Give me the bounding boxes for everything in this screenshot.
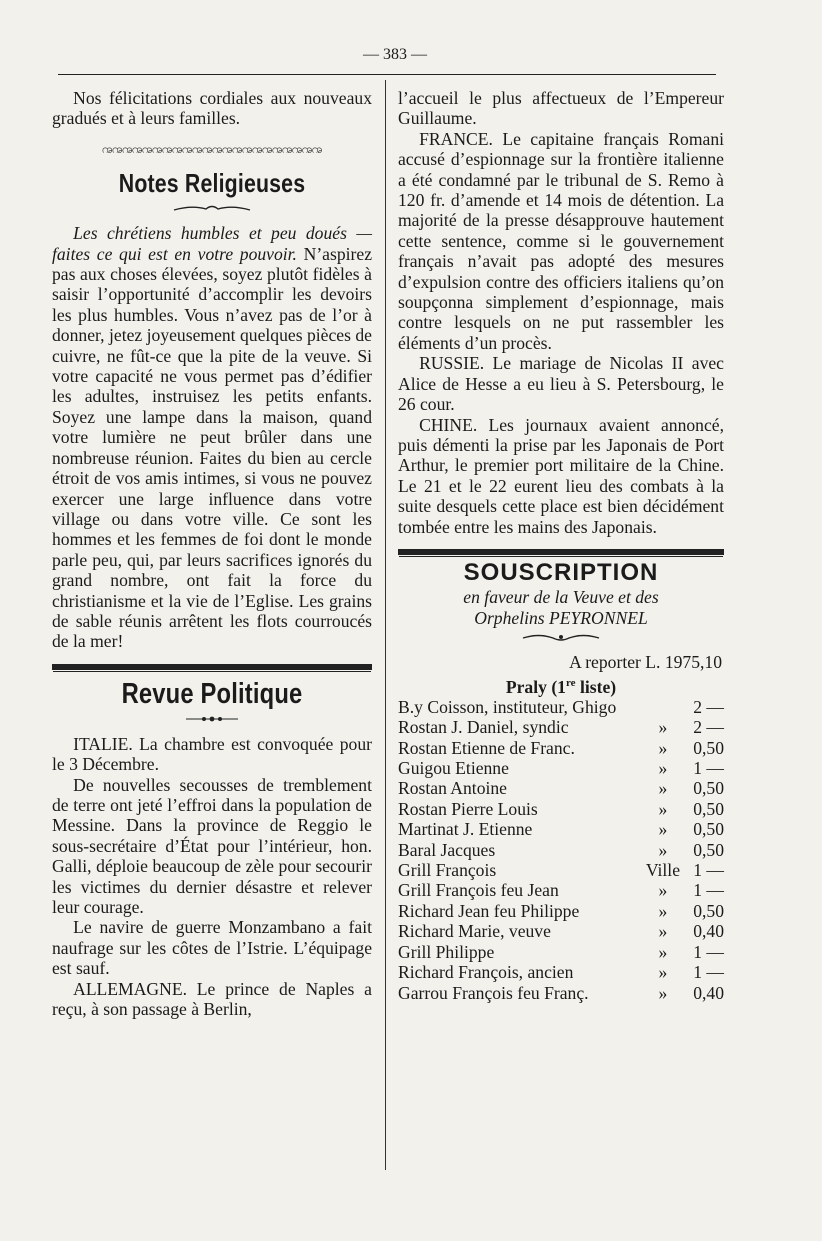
entry-mark: » — [658, 921, 668, 942]
entry-mark: » — [658, 778, 668, 799]
swash-ornament — [172, 203, 252, 213]
allemagne-paragraph-start: ALLEMAGNE. Le prince de Naples a reçu, à son passage à Berlin, — [52, 978, 372, 1020]
praly-name: Praly — [505, 676, 547, 697]
entry-amount: 1 — — [693, 860, 724, 881]
list-item — [398, 860, 724, 880]
entry-name: Rostan Pierre Louis — [398, 798, 538, 819]
list-item — [398, 778, 724, 798]
entry-amount: 1 — — [693, 758, 724, 779]
notes-paragraph — [52, 223, 372, 652]
entry-amount: 0,50 — [693, 819, 724, 840]
list-item — [398, 921, 724, 941]
entry-amount: 0,40 — [693, 921, 724, 942]
entry-name: Baral Jacques — [398, 839, 496, 860]
praly-open: (1 — [551, 676, 566, 697]
list-item — [398, 901, 724, 921]
entry-mark: » — [658, 839, 668, 860]
souscription-subtitle-1: en faveur de la Veuve et des — [463, 587, 659, 608]
entry-name: Martinat J. Etienne — [398, 819, 533, 840]
list-item — [398, 819, 724, 839]
list-item — [398, 697, 724, 717]
entry-mark — [646, 697, 680, 717]
header-rule — [58, 74, 716, 75]
entry-mark: » — [658, 717, 668, 738]
allemagne-paragraph-end: l’accueil le plus affectueux de l’Empereur Guillaume. — [398, 88, 724, 129]
list-item — [398, 962, 724, 982]
entry-name: Grill François feu Jean — [398, 880, 559, 901]
column-divider — [385, 80, 386, 1170]
reporter-line: A reporter L. 1975,10 — [569, 652, 722, 673]
praly-heading — [398, 673, 724, 697]
entry-mark: » — [658, 819, 668, 840]
notes-italic: Les chrétiens humbles et peu doués — faites ce qui est en votre pouvoir. — [52, 223, 372, 264]
list-item — [398, 799, 724, 819]
list-item — [398, 738, 724, 758]
entry-amount: 1 — — [693, 941, 724, 962]
list-item — [398, 880, 724, 900]
chine-paragraph: CHINE. Les journaux avaient annoncé, puis démenti la prise par les Japonais de Port Arthur, le premier port militaire de la Chine. Le 21 et le 22 eurent lieu des combats à la suite desquels cette place est bien décidément tombée entre les mains des Japonais. — [398, 414, 724, 537]
list-item — [398, 717, 724, 737]
souscription-title: SOUSCRIPTION — [463, 558, 659, 586]
entry-name: Grill François — [398, 860, 497, 881]
entry-mark: » — [658, 758, 668, 779]
praly-close: liste) — [575, 676, 617, 697]
section-rule — [52, 664, 372, 670]
italie-paragraph-2: De nouvelles secousses de tremblement de terre ont jeté l’effroi dans la population de Messine. Dans la province de Reggio le sous-secrétaire d’État pour l’intérieur, hon. Galli, déploie beaucoup de zèle pour secourir les victimes du dernier désastre et relever leur courage. — [52, 774, 372, 917]
entry-name: Guigou Etienne — [398, 758, 509, 779]
praly-sup: re — [565, 676, 576, 689]
list-item — [398, 983, 724, 1003]
entry-mark: » — [658, 737, 668, 758]
notes-religieuses-title: Notes Religieuses — [118, 168, 306, 199]
entry-mark: » — [658, 941, 668, 962]
entry-amount: 2 — — [693, 717, 724, 738]
entry-mark: » — [658, 798, 668, 819]
page-number: — 383 — — [363, 46, 427, 63]
entry-name: Richard Jean feu Philippe — [398, 900, 580, 921]
entry-amount: 0,50 — [693, 737, 724, 758]
revue-politique-title: Revue Politique — [121, 677, 303, 710]
entry-name: B.y Coisson, instituteur, Ghigo — [398, 696, 617, 717]
entry-mark: » — [658, 880, 668, 901]
entry-mark: » — [658, 962, 668, 983]
entry-amount: 0,50 — [693, 839, 724, 860]
entry-amount: 0,50 — [693, 900, 724, 921]
entry-name: Rostan Etienne de Franc. — [398, 737, 575, 758]
entry-name: Rostan J. Daniel, syndic — [398, 717, 569, 738]
entry-name: Richard François, ancien — [398, 962, 574, 983]
entry-amount: 0,40 — [693, 982, 724, 1003]
entry-amount: 0,50 — [693, 778, 724, 799]
intro-paragraph: Nos félicitations cordiales aux nouveaux gradués et à leurs familles. — [52, 88, 372, 129]
entry-amount: 2 — — [693, 696, 724, 717]
italie-paragraph-1: ITALIE. La chambre est convoquée pour le 3 Décembre. — [52, 733, 372, 775]
list-item — [398, 942, 724, 962]
dotted-ornament — [182, 714, 242, 724]
entry-name: Grill Philippe — [398, 941, 495, 962]
swash-ornament-right — [521, 632, 601, 642]
list-item — [398, 758, 724, 778]
notes-body: N’aspirez pas aux choses élevées, soyez plutôt fidèles à saisir l’opportunité d’accomplir les devoirs les plus humbles. Vous n’avez pas de l’or à donner, jetez joyeusement quelques pièces de cuivre, ne fût-ce que la pite de la veuve. Si votre capacité ne vous permet pas d’édifier les adultes, instruisez les petits enfants. Soyez une lampe dans la maison, quand votre lumière ne peut brûler dans une nombreuse réunion. Faites du bien au cercle étroit de vos amis intimes, si vous ne pouvez exercer une large influence dans votre village ou dans votre ville. Ce sont les hommes et les femmes de foi dont le monde parle peu, qui, par leurs sacrifices ignorés du grand nombre, ont fait la force du christianisme et la vie de l’Eglise. Les grains de sable réunis arrêtent les flots courroucés de la mer! — [52, 243, 373, 652]
entry-mark: Ville — [645, 860, 680, 881]
ornament-row: ꩠꩠꩠꩠꩠꩠꩠꩠꩠꩠꩠꩠꩠꩠꩠꩠꩠꩠꩠꩠꩠꩠ — [102, 141, 322, 156]
souscription-subtitle-2: Orphelins PEYRONNEL — [474, 607, 648, 628]
russie-paragraph: RUSSIE. Le mariage de Nicolas II avec Alice de Hesse a eu lieu à S. Petersbourg, le 26 cour. — [398, 353, 724, 415]
entry-mark: » — [658, 900, 668, 921]
left-column — [52, 88, 372, 1019]
italie-paragraph-3: Le navire de guerre Monzambano a fait naufrage sur les côtes de l’Istrie. L’équipage est sauf. — [52, 917, 372, 979]
list-item — [398, 840, 724, 860]
entry-amount: 1 — — [693, 962, 724, 983]
entry-amount: 1 — — [693, 880, 724, 901]
entry-amount: 0,50 — [693, 798, 724, 819]
right-column — [398, 88, 724, 1003]
subscription-list — [398, 697, 724, 1003]
entry-name: Richard Marie, veuve — [398, 921, 551, 942]
section-rule-right — [398, 549, 724, 555]
entry-name: Rostan Antoine — [398, 778, 507, 799]
france-paragraph: FRANCE. Le capitaine français Romani accusé d’espionnage sur la frontière italienne a été condamné par le tribunal de S. Remo à 120 fr. d’amende et 14 mois de détention. La majorité de la presse désapprouve hautement cette sentence, comme si le gouvernement français n’avait pas adopté des mesures d’expulsion contre des officiers italiens qu’on soupçonna simplement d’espionnage, mais contre lesquels on ne put rassembler les éléments d’un procès. — [398, 128, 724, 353]
entry-name: Garrou François feu Franç. — [398, 982, 589, 1003]
entry-mark: » — [658, 982, 668, 1003]
